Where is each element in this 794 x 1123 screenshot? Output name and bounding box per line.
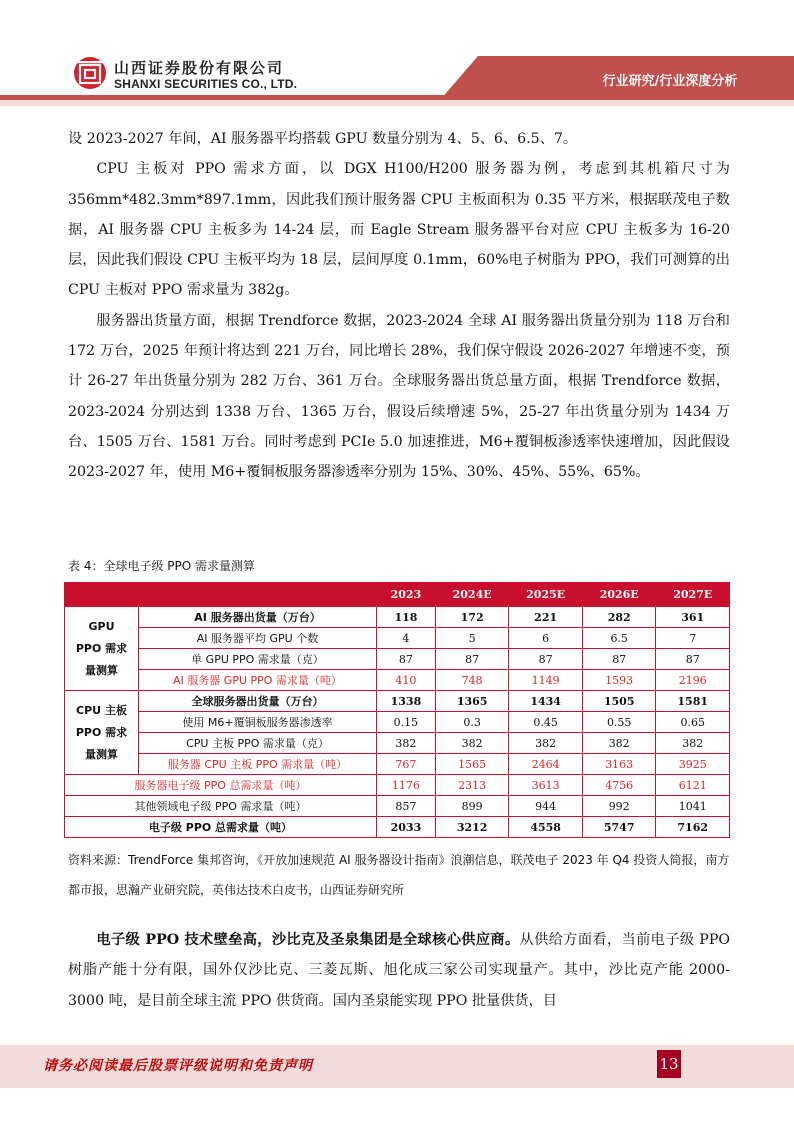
table-row [65, 796, 730, 817]
group-label-line: 量测算 [85, 663, 118, 677]
table-cell: 3925 [656, 754, 730, 775]
table-row [65, 754, 730, 775]
table-cell: 382 [377, 733, 436, 754]
table-header-row [65, 583, 730, 607]
table-title: 表 4：全球电子级 PPO 需求量测算 [68, 559, 255, 573]
table-cell: 221 [509, 607, 583, 628]
table-cell: 857 [377, 796, 436, 817]
group-label-line: GPU [88, 619, 115, 633]
table-row [65, 691, 730, 712]
col-header: 2024E [435, 583, 509, 607]
table-cell: 3163 [582, 754, 656, 775]
group-label-line: PPO 需求 [75, 725, 128, 739]
table-cell: 899 [435, 796, 509, 817]
table-cell: 361 [656, 607, 730, 628]
table-cell: 0.45 [509, 712, 583, 733]
table-row [65, 628, 730, 649]
table-cell: 0.55 [582, 712, 656, 733]
table-cell: 87 [582, 649, 656, 670]
row-label: 其他领域电子级 PPO 需求量（吨） [65, 796, 377, 817]
company-logo-icon [73, 56, 107, 90]
table-row [65, 712, 730, 733]
page-header [0, 0, 794, 110]
table-cell: 3212 [435, 817, 509, 838]
table-cell: 4558 [509, 817, 583, 838]
table-cell: 748 [435, 670, 509, 691]
table-cell: 1176 [377, 775, 436, 796]
table-cell: 5 [435, 628, 509, 649]
table-cell: 87 [377, 649, 436, 670]
table-cell: 1593 [582, 670, 656, 691]
company-name-cn: 山西证券股份有限公司 [114, 59, 285, 77]
table-cell: 2196 [656, 670, 730, 691]
table-cell: 6121 [656, 775, 730, 796]
paragraph: CPU 主板对 PPO 需求方面，以 DGX H100/H200 服务器为例，考虑到其机箱尺寸为 356mm*482.3mm*897.1mm，因此我们预计服务器 CPU 主板面积为 0.35 平方米，根据联茂电子数据，AI 服务器 CPU 主板多为 14-24 层，而 Eagle Stream 服务器平台对应 CPU 主板多为 16-20 层，因此我们假设 CPU 主板平均为 18 层，层间厚度 0.1mm，60%电子树脂为 PPO，我们可测算的出 CPU 主板对 PPO 需求量为 382g。 [68, 161, 730, 299]
table-row [65, 607, 730, 628]
header-band-light [0, 100, 794, 106]
table-cell: 2464 [509, 754, 583, 775]
table-cell: 4 [377, 628, 436, 649]
table-row [65, 817, 730, 838]
body-text [68, 124, 730, 488]
group-label-line: PPO 需求 [75, 641, 128, 655]
table-row [65, 670, 730, 691]
row-label: 全球服务器出货量（万台） [139, 691, 377, 712]
table-cell: 3613 [509, 775, 583, 796]
table-cell: 382 [435, 733, 509, 754]
table-cell: 410 [377, 670, 436, 691]
row-label: AI 服务器 GPU PPO 需求量（吨） [139, 670, 377, 691]
table-cell: 382 [582, 733, 656, 754]
section-tag: 行业研究/行业深度分析 [602, 74, 738, 89]
table-cell: 382 [509, 733, 583, 754]
paragraph [68, 925, 730, 1016]
group-label-line: 量测算 [85, 747, 118, 761]
paragraph-lead: 电子级 PPO 技术壁垒高，沙比克及圣泉集团是全球核心供应商。 [96, 932, 520, 948]
table-cell: 118 [377, 607, 436, 628]
table-cell: 6.5 [582, 628, 656, 649]
page-number: 13 [657, 1050, 681, 1078]
paragraph: 服务器出货量方面，根据 Trendforce 数据，2023-2024 全球 AI 服务器出货量分别为 118 万台和 172 万台，2025 年预计将达到 221 万台，同比增长 28%，我们保守假设 2026-2027 年增速不变，预计 26-27 年出货量分别为 282 万台、361 万台。全球服务器出货总量方面，根据 Trendforce 数据，2023-2024 分别达到 1338 万台、1365 万台，假设后续增速 5%，25-27 年出货量分别为 1434 万台、1505 万台、1581 万台。同时考虑到 PCIe 5.0 加速推进，M6+覆铜板渗透率快速增加，因此假设 2023-2027 年，使用 M6+覆铜板服务器渗透率分别为 15%、30%、45%、55%、65%。 [68, 312, 730, 481]
table-cell: 0.3 [435, 712, 509, 733]
table-cell: 7162 [656, 817, 730, 838]
table-cell: 0.65 [656, 712, 730, 733]
table-source: 资料来源：TrendForce 集邦咨询，《开放加速规范 AI 服务器设计指南》浪潮信息，联茂电子 2023 年 Q4 投资人简报，南方都市报，思瀚产业研究院，英伟达技术白皮书，山西证券研究所 [68, 853, 730, 897]
header-blank [65, 583, 377, 607]
table-cell: 1365 [435, 691, 509, 712]
table-cell: 1505 [582, 691, 656, 712]
group-label-line: CPU 主板 [76, 703, 127, 717]
col-header: 2027E [656, 583, 730, 607]
table-row [65, 649, 730, 670]
disclaimer-text: 请务必阅读最后股票评级说明和免责声明 [43, 1058, 313, 1074]
table-cell: 282 [582, 607, 656, 628]
table-row [65, 733, 730, 754]
table-cell: 992 [582, 796, 656, 817]
table-cell: 87 [435, 649, 509, 670]
table-cell: 1041 [656, 796, 730, 817]
table-cell: 87 [509, 649, 583, 670]
table-cell: 2313 [435, 775, 509, 796]
paragraph-rest: 从供给方面看，当前电子级 PPO 树脂产能十分有限，国外仅沙比克、三菱瓦斯、旭化成三家公司实现量产。其中，沙比克产能 2000-3000 吨，是目前全球主流 PPO 供货商。国内圣泉能实现 PPO 批量供货，目 [68, 932, 731, 1009]
table-cell: 382 [656, 733, 730, 754]
row-label: 电子级 PPO 总需求量（吨） [65, 817, 377, 838]
table-cell: 4756 [582, 775, 656, 796]
col-header: 2023 [377, 583, 436, 607]
table-cell: 87 [656, 649, 730, 670]
table-cell: 2033 [377, 817, 436, 838]
table-cell: 1149 [509, 670, 583, 691]
row-label: AI 服务器平均 GPU 个数 [139, 628, 377, 649]
group-label [65, 691, 139, 775]
row-label: 单 GPU PPO 需求量（克） [139, 649, 377, 670]
row-label: 使用 M6+覆铜板服务器渗透率 [139, 712, 377, 733]
table-cell: 6 [509, 628, 583, 649]
table-cell: 172 [435, 607, 509, 628]
table-body [65, 607, 730, 838]
table-cell: 5747 [582, 817, 656, 838]
table-cell: 7 [656, 628, 730, 649]
table-cell: 1581 [656, 691, 730, 712]
row-label: CPU 主板 PPO 需求量（克） [139, 733, 377, 754]
paragraph: 设 2023-2027 年间，AI 服务器平均搭载 GPU 数量分别为 4、5、6、6.5、7。 [68, 131, 578, 147]
group-label [65, 607, 139, 691]
table-cell: 1434 [509, 691, 583, 712]
company-name-en: SHANXI SECURITIES CO., LTD. [114, 77, 298, 91]
table-cell: 1338 [377, 691, 436, 712]
table-cell: 767 [377, 754, 436, 775]
row-label: 服务器电子级 PPO 总需求量（吨） [65, 775, 377, 796]
table-cell: 1565 [435, 754, 509, 775]
table-cell: 944 [509, 796, 583, 817]
table-row [65, 775, 730, 796]
col-header: 2026E [582, 583, 656, 607]
row-label: 服务器 CPU 主板 PPO 需求量（吨） [139, 754, 377, 775]
table-cell: 0.15 [377, 712, 436, 733]
body-text-2 [68, 925, 730, 1016]
row-label: AI 服务器出货量（万台） [139, 607, 377, 628]
ppo-demand-table [64, 582, 730, 838]
col-header: 2025E [509, 583, 583, 607]
